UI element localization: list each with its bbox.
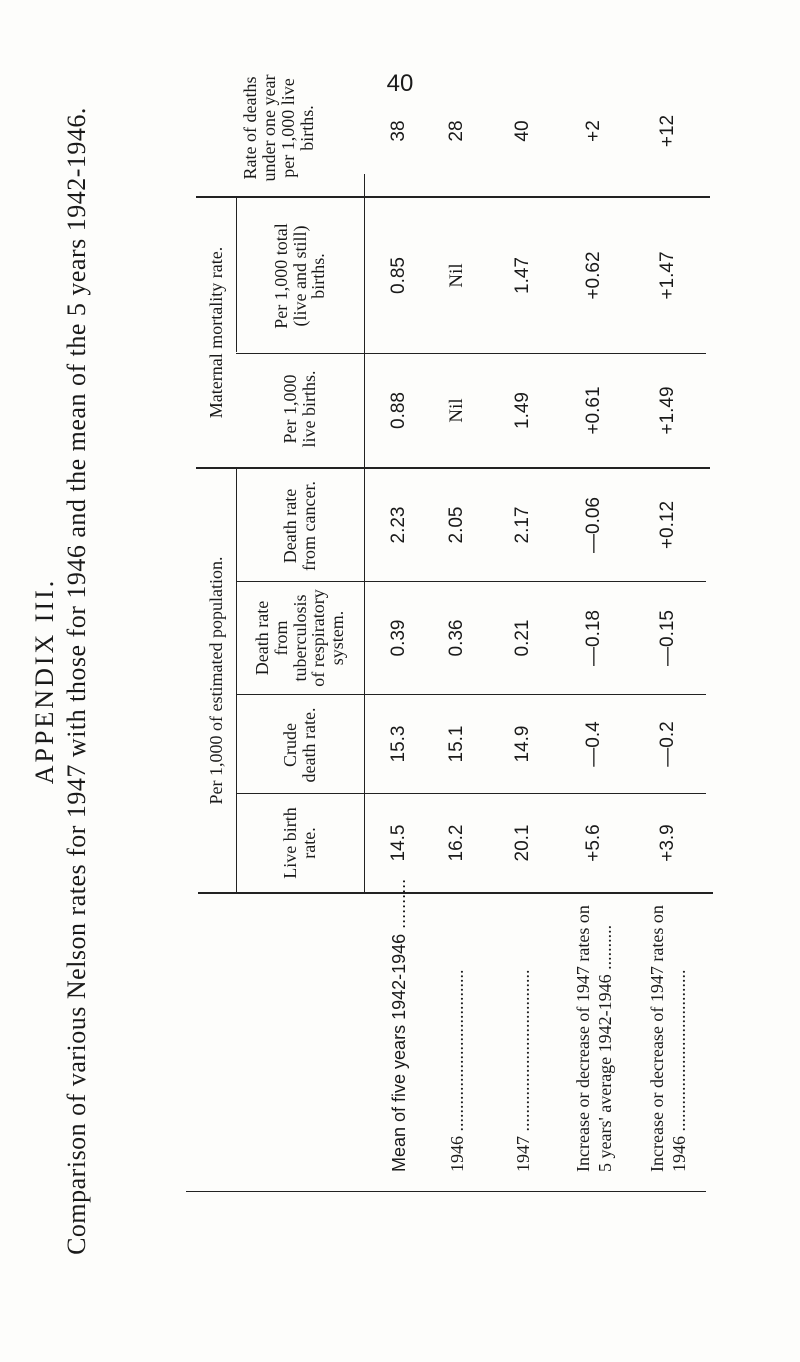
cell-change-avg-infant: +2 (583, 120, 605, 142)
cell-1946-crude-death: 15.1 (446, 725, 468, 763)
cell-mean-tuberculosis: 0.39 (388, 619, 410, 657)
maternal-group-header: Maternal mortality rate. (205, 246, 226, 419)
cell-mean-maternal-live: 0.88 (388, 392, 410, 429)
cell-change-avg-crude-death: —0.4 (583, 721, 605, 767)
row-label-line: Increase or decrease of 1947 rates on (572, 905, 593, 1172)
cell-1946-maternal-live: Nil (446, 398, 468, 423)
appendix-title: APPENDIX III. (30, 577, 59, 785)
population-group-header: Per 1,000 of estimated population. (205, 556, 226, 805)
cell-change-1946-maternal-total: +1.47 (657, 251, 679, 300)
cell-mean-maternal-total: 0.85 (388, 257, 410, 294)
cell-mean-crude-death: 15.3 (388, 725, 410, 763)
row-label-line: Increase or decrease of 1947 rates on (646, 905, 667, 1172)
label-divider (198, 892, 713, 894)
cell-1947-maternal-live: 1.49 (512, 392, 534, 429)
cell-change-avg-maternal-live: +0.61 (583, 386, 605, 435)
cell-change-avg-maternal-total: +0.62 (583, 251, 605, 300)
cell-mean-live-birth: 14.5 (388, 824, 410, 862)
header-cancer-death-rate: Death rate from cancer. (280, 481, 319, 571)
header-crude-death-rate: Crude death rate. (280, 707, 319, 783)
row-label-1946: 1946 .................................... (446, 969, 467, 1172)
cell-1946-live-birth: 16.2 (446, 824, 468, 862)
cell-change-1946-maternal-live: +1.49 (657, 386, 679, 435)
cell-1947-tuberculosis: 0.21 (512, 619, 534, 657)
cell-1946-maternal-total: Nil (446, 263, 468, 288)
cell-1947-live-birth: 20.1 (512, 824, 534, 862)
cell-1946-cancer: 2.05 (446, 506, 468, 544)
population-group-underline (236, 469, 237, 892)
row-label-line: 1946 .................................... (669, 969, 689, 1172)
cell-change-1946-cancer: +0.12 (657, 500, 679, 550)
cell-1947-cancer: 2.17 (512, 506, 534, 544)
cell-1947-maternal-total: 1.47 (512, 257, 534, 294)
row-label-mean-five-years: Mean of five years 1942-1946 .......... (388, 878, 409, 1172)
cell-1947-infant: 40 (512, 120, 534, 142)
row-label-1947: 1947 .................................... (512, 969, 533, 1172)
header-tuberculosis-death-rate: Death rate from tuberculosis of respiratory system. (251, 589, 348, 687)
cell-change-1946-live-birth: +3.9 (657, 824, 679, 862)
cell-1947-crude-death: 14.9 (512, 725, 534, 763)
cell-change-1946-crude-death: —0.2 (657, 721, 679, 767)
header-maternal-per-total: Per 1,000 total (live and still) births. (270, 223, 329, 329)
maternal-group-underline (236, 198, 237, 352)
cell-mean-infant: 38 (388, 120, 410, 142)
cell-change-avg-tuberculosis: —0.18 (583, 610, 605, 666)
cell-change-avg-cancer: —0.06 (583, 497, 605, 553)
cell-mean-cancer: 2.23 (388, 506, 410, 544)
header-bottom-line (364, 174, 365, 892)
cell-change-avg-live-birth: +5.6 (583, 824, 605, 862)
header-infant-death-rate: Rate of deaths under one year per 1,000 live births. (240, 74, 317, 182)
row-label-change-on-average (562, 905, 626, 1172)
header-maternal-per-live: Per 1,000 live births. (280, 370, 319, 448)
cell-change-1946-infant: +12 (657, 114, 679, 148)
table-left-border (186, 1191, 706, 1192)
cell-1946-infant: 28 (446, 120, 468, 142)
row-label-change-on-1946 (636, 905, 700, 1172)
row-label-line: 5 years' average 1942-1946 .......... (595, 924, 615, 1172)
page-number: 40 (386, 70, 414, 97)
header-live-birth-rate: Live birth rate. (280, 807, 319, 879)
cell-change-1946-tuberculosis: —0.15 (657, 610, 679, 666)
appendix-subtitle: Comparison of various Nelson rates for 1947 with those for 1946 and the mean of the 5 years 1942-1946. (62, 107, 91, 1255)
cell-1946-tuberculosis: 0.36 (446, 619, 468, 657)
